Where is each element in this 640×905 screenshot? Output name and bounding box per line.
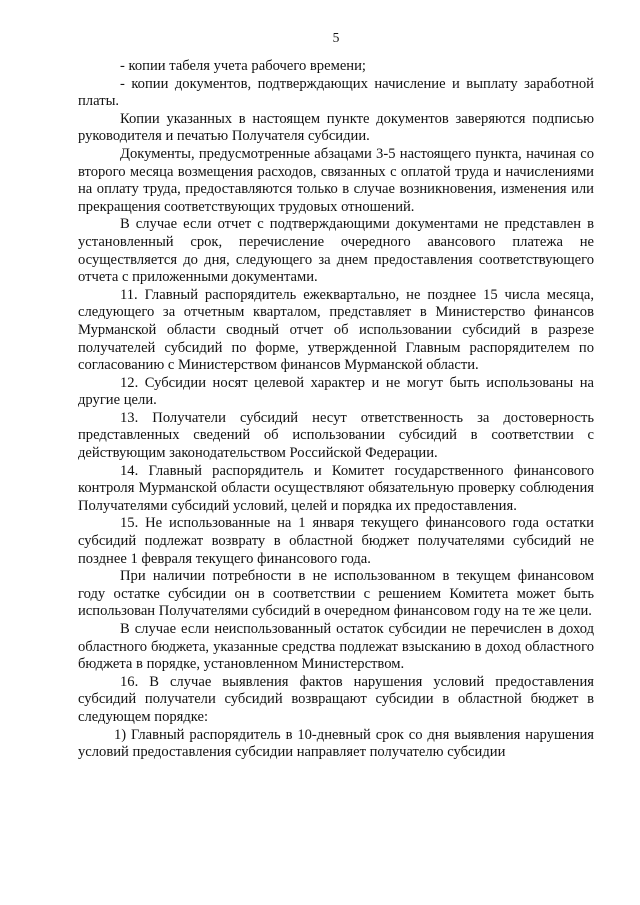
paragraph-item-15: 15. Не использованные на 1 января текущего финансового года остатки субсидий подлежат возврату в областной бюджет получателями субсидий не позднее 1 февраля текущего финансового года. bbox=[78, 515, 594, 567]
paragraph-copies-certification: Копии указанных в настоящем пункте документов заверяются подписью руководителя и печатью Получателя субсидии. bbox=[78, 110, 594, 145]
document-body bbox=[78, 58, 594, 762]
paragraph-bullet-timesheet: - копии табеля учета рабочего времени; bbox=[120, 58, 366, 74]
paragraph-item-16: 16. В случае выявления фактов нарушения условий предоставления субсидий получатели субсидий возвращают субсидии в областной бюджет в следующем порядке: bbox=[78, 673, 594, 725]
paragraph-item-11: 11. Главный распорядитель ежеквартально, не позднее 15 числа месяца, следующего за отчетным кварталом, представляет в Министерство финансов Мурманской области сводный отчет об использовании субсидий в разрезе получателей субсидий по форме, утвержденной Главным распорядителем по согласованию с Министерством финансов Мурманской области. bbox=[78, 286, 594, 374]
paragraph-remainder-recovery: В случае если неиспользованный остаток субсидии не перечислен в доход областного бюджета, указанные средства подлежат взысканию в доход областного бюджета в порядке, установленном Министерством. bbox=[78, 621, 594, 673]
paragraph-item-12: 12. Субсидии носят целевой характер и не могут быть использованы на другие цели. bbox=[78, 374, 594, 409]
paragraph-item-14: 14. Главный распорядитель и Комитет государственного финансового контроля Мурманской области осуществляют обязательную проверку соблюдения Получателями субсидий условий, целей и порядка их предоставления. bbox=[78, 462, 594, 514]
paragraph-item-16-1: 1) Главный распорядитель в 10-дневный срок со дня выявления нарушения условий предоставления субсидии направляет получателю субсидии bbox=[78, 726, 594, 761]
paragraph-documents-3-5: Документы, предусмотренные абзацами 3-5 настоящего пункта, начиная со второго месяца возмещения расходов, связанных с оплатой труда и начислениями на оплату труда, предоставляются только в случае возникновения, изменения или прекращения соответствующих трудовых отношений. bbox=[78, 145, 594, 215]
paragraph-report-not-submitted: В случае если отчет с подтверждающими документами не представлен в установленный срок, перечисление очередного авансового платежа не осуществляется до дня, следующего за днем предоставления соответствующего отчета с приложенными документами. bbox=[78, 216, 594, 286]
paragraph-item-13: 13. Получатели субсидий несут ответственность за достоверность представленных сведений об использовании субсидий в соответствии с действующим законодательством Российской Федерации. bbox=[78, 409, 594, 462]
page-number: 5 bbox=[332, 30, 340, 45]
paragraph-unused-remainder: При наличии потребности в не использованном в текущем финансовом году остатке субсидии он в соответствии с решением Комитета может быть использован Получателями субсидий в очередном финансовом году на те же цели. bbox=[78, 568, 594, 620]
paragraph-bullet-payroll-docs: - копии документов, подтверждающих начисление и выплату заработной платы. bbox=[78, 75, 594, 110]
